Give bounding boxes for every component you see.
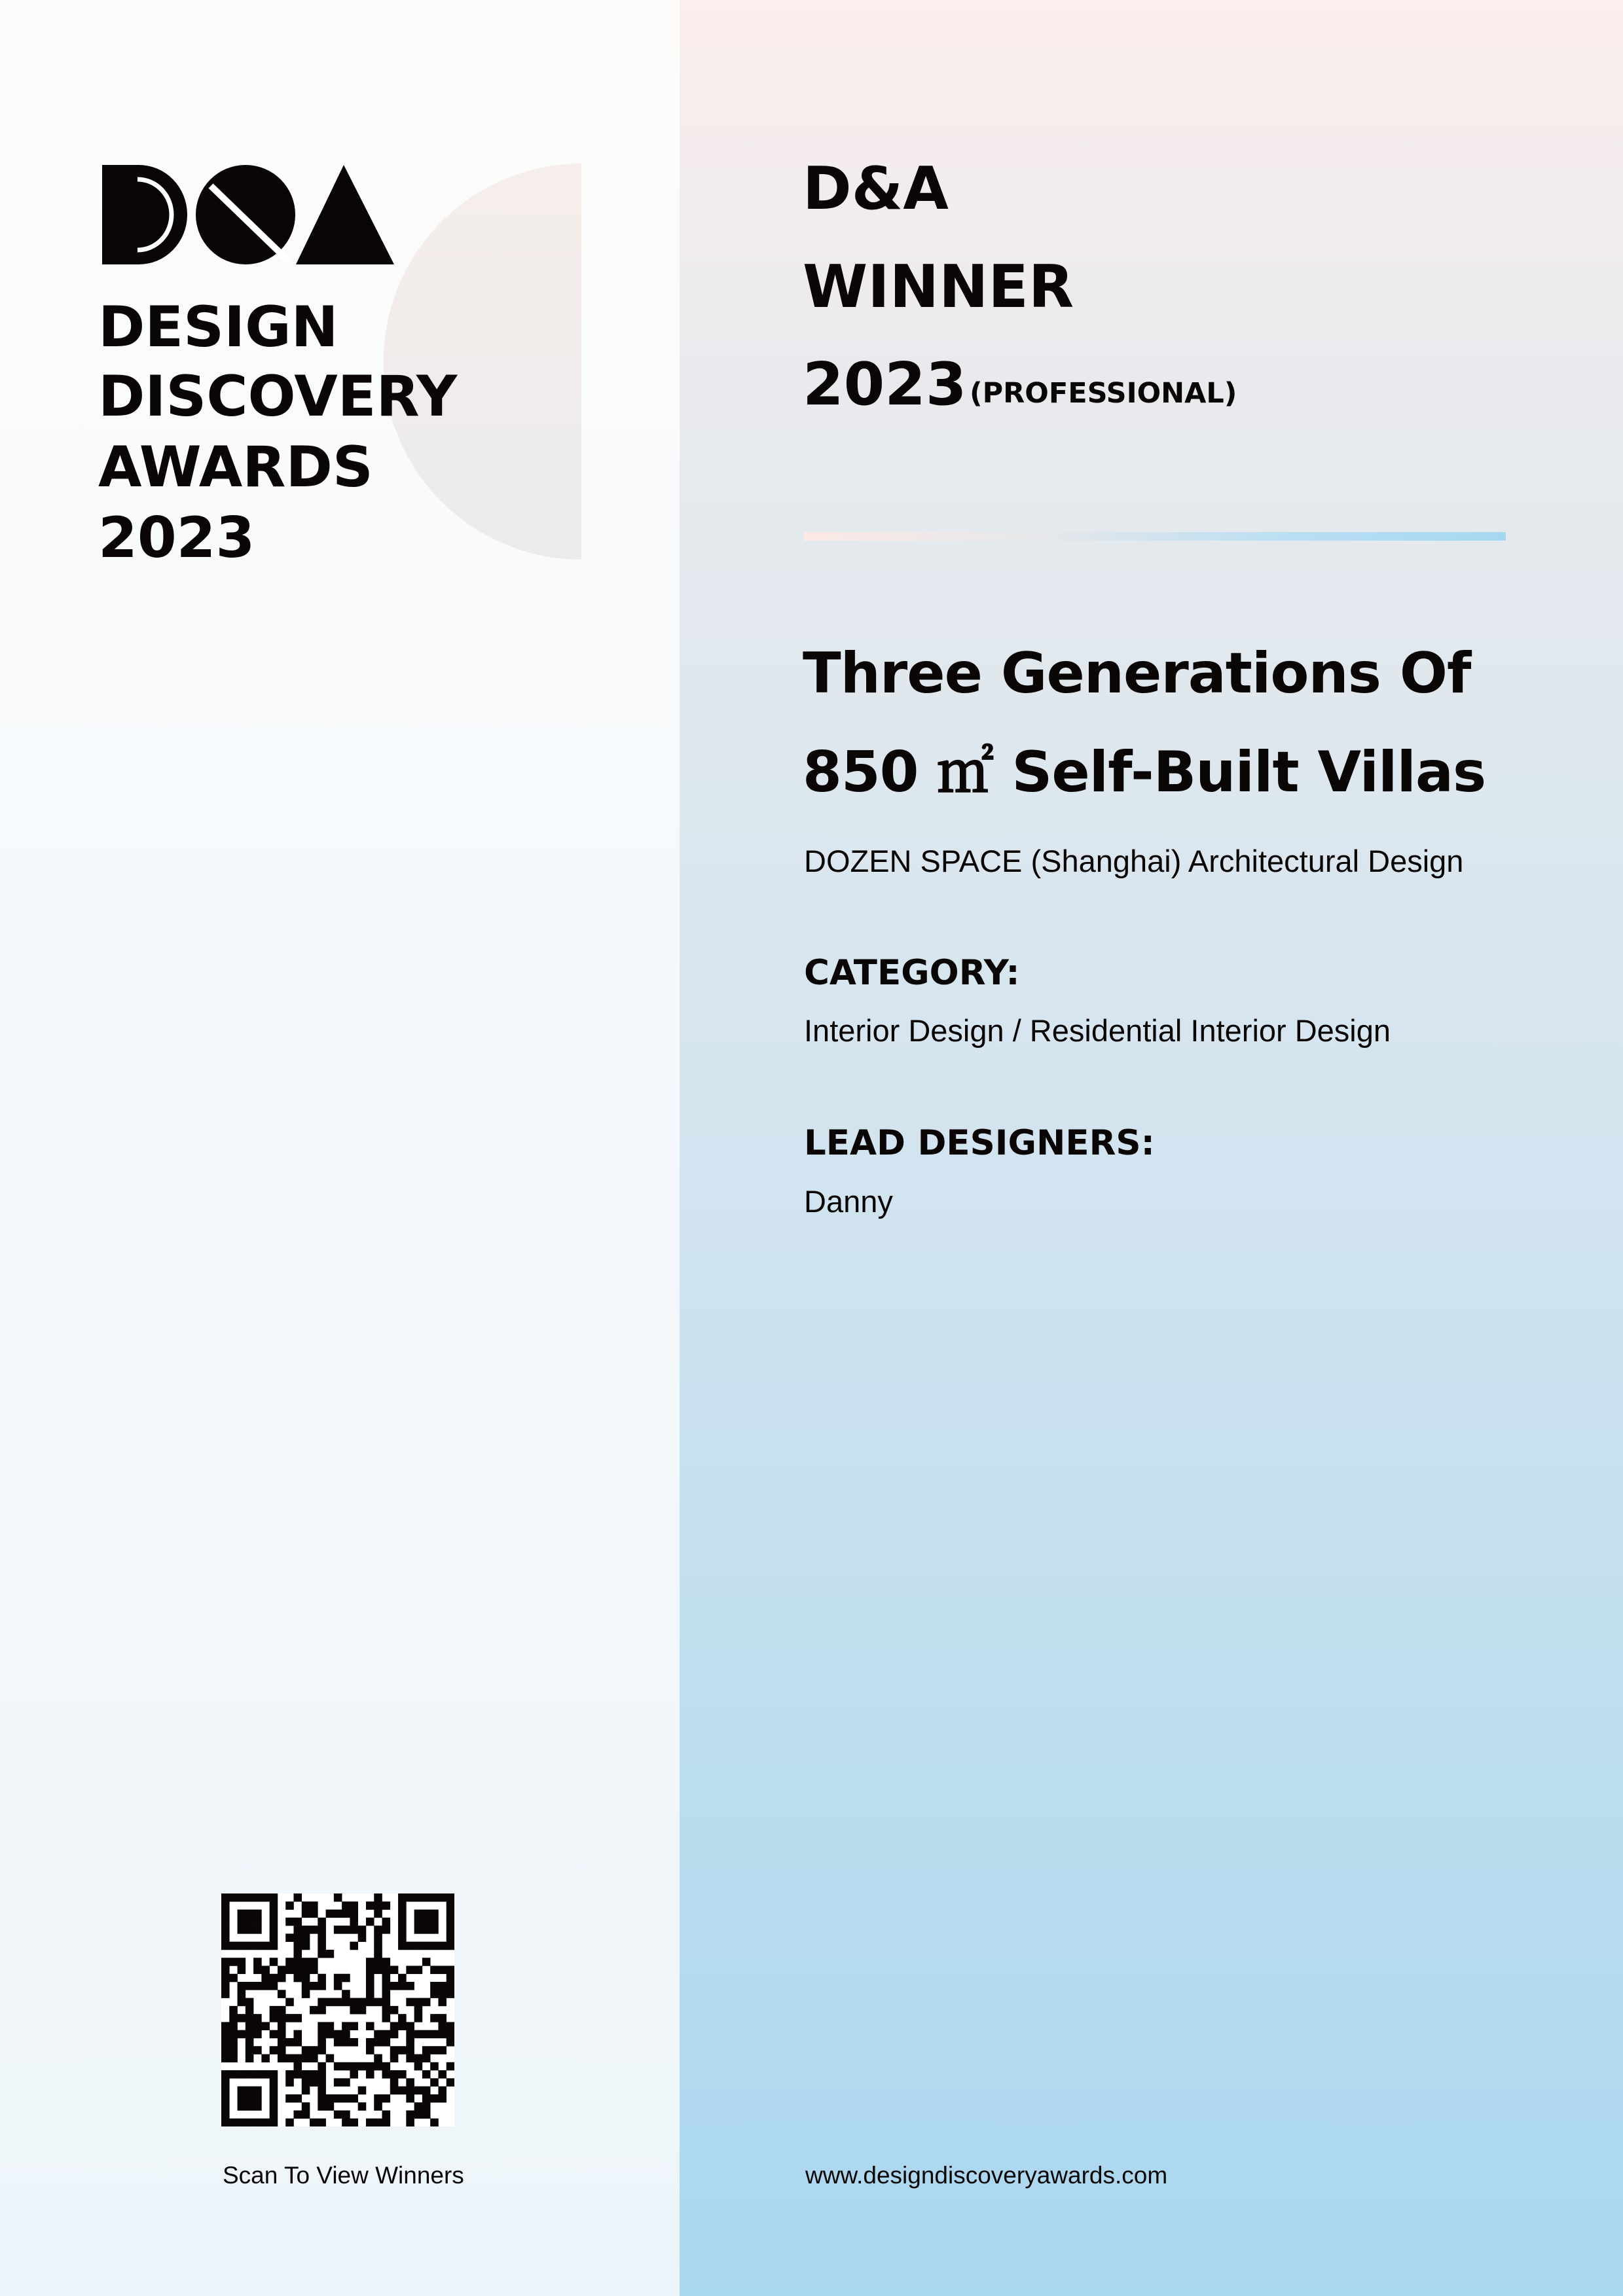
award-heading-line-3: 2023 [803,350,967,419]
award-heading-line-2: WINNER [803,253,1074,321]
brand-line-4: 2023 [98,505,255,571]
project-title-line-1: Three Generations Of [803,641,1471,706]
da-logo [98,162,399,267]
qr-code[interactable] [221,1893,454,2126]
brand-line-2: DISCOVERY [98,364,458,429]
award-heading-line-1: D&A [803,154,949,223]
designers-value: Danny [804,1184,893,1219]
edition-label: (PROFESSIONAL) [970,377,1237,410]
qr-caption: Scan To View Winners [223,2162,464,2189]
left-panel [0,0,680,2296]
category-label: CATEGORY: [804,953,1020,993]
company-name: DOZEN SPACE (Shanghai) Architectural Design [804,844,1464,878]
brand-line-1: DESIGN [98,295,338,360]
brand-line-3: AWARDS [98,435,373,500]
divider-bar [804,532,1506,541]
website-link[interactable]: www.designdiscoveryawards.com [805,2162,1168,2189]
designers-label: LEAD DESIGNERS: [804,1123,1155,1163]
project-title-line-2: 850 ㎡ Self-Built Villas [803,740,1486,805]
category-value: Interior Design / Residential Interior Design [804,1013,1391,1048]
